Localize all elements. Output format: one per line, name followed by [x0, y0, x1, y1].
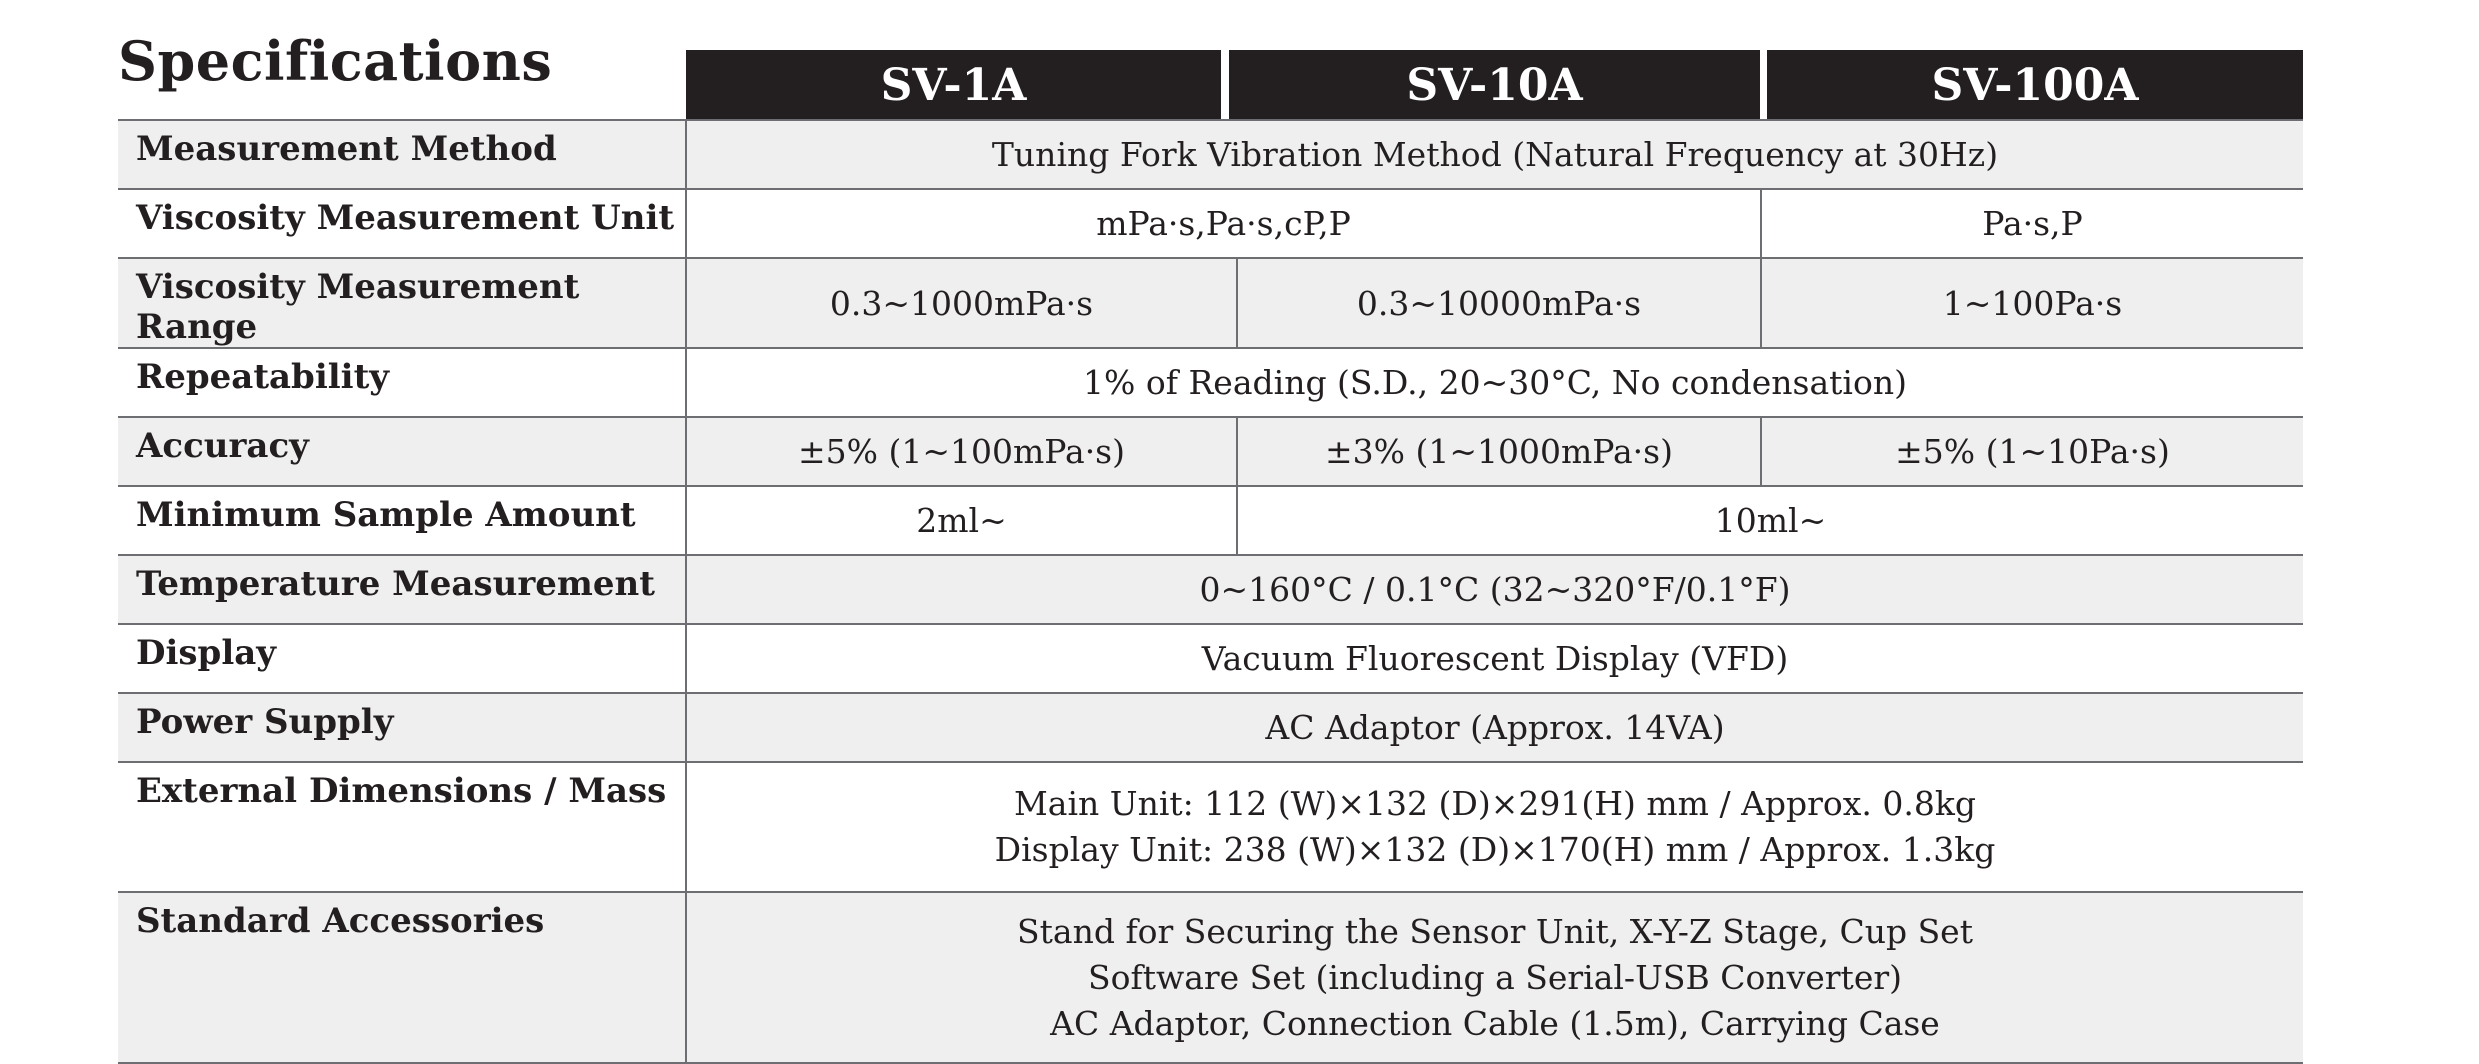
cell-measurement-method: Tuning Fork Vibration Method (Natural Frequency at 30Hz): [686, 120, 2303, 189]
table-row: [118, 762, 2303, 892]
table-row: [118, 486, 2303, 555]
table-row: [118, 417, 2303, 486]
row-label-viscosity-unit: Viscosity Measurement Unit: [118, 189, 686, 258]
table-row: [118, 693, 2303, 762]
row-label-repeatability: Repeatability: [118, 348, 686, 417]
cell-viscosity-range-sv-100a: 1~100Pa·s: [1761, 258, 2303, 348]
row-label-measurement-method: Measurement Method: [118, 120, 686, 189]
row-label-accuracy: Accuracy: [118, 417, 686, 486]
row-label-display: Display: [118, 624, 686, 693]
dimensions-main-unit: Main Unit: 112 (W)×132 (D)×291(H) mm / Approx. 0.8kg: [1014, 784, 1976, 823]
cell-repeatability: 1% of Reading (S.D., 20~30°C, No condensation): [686, 348, 2303, 417]
cell-display: Vacuum Fluorescent Display (VFD): [686, 624, 2303, 693]
row-label-power-supply: Power Supply: [118, 693, 686, 762]
cell-accessories: [686, 892, 2303, 1063]
table-row: [118, 348, 2303, 417]
cell-viscosity-range-sv-10a: 0.3~10000mPa·s: [1237, 258, 1761, 348]
cell-accuracy-sv-1a: ±5% (1~100mPa·s): [686, 417, 1237, 486]
cell-min-sample-sv-1a: 2ml~: [686, 486, 1237, 555]
column-header-sv-10a: SV-10A: [1229, 50, 1760, 120]
table-row: [118, 555, 2303, 624]
column-header-sv-100a: SV-100A: [1767, 50, 2303, 120]
cell-accuracy-sv-100a: ±5% (1~10Pa·s): [1761, 417, 2303, 486]
table-row: [118, 892, 2303, 1063]
accessories-line-3: AC Adaptor, Connection Cable (1.5m), Carrying Case: [1050, 1003, 1940, 1043]
cell-viscosity-unit-sv-100a: Pa·s,P: [1761, 189, 2303, 258]
accessories-line-2: Software Set (including a Serial-USB Converter): [1088, 957, 1902, 997]
cell-temperature: 0~160°C / 0.1°C (32~320°F/0.1°F): [686, 555, 2303, 624]
page-title: Specifications: [118, 29, 553, 93]
cell-dimensions: [686, 762, 2303, 892]
row-label-temperature: Temperature Measurement: [118, 555, 686, 624]
row-label-accessories: Standard Accessories: [118, 892, 686, 1063]
cell-viscosity-range-sv-1a: 0.3~1000mPa·s: [686, 258, 1237, 348]
row-label-min-sample: Minimum Sample Amount: [118, 486, 686, 555]
row-label-dimensions: External Dimensions / Mass: [118, 762, 686, 892]
cell-viscosity-unit-sv-1a-10a: mPa·s,Pa·s,cP,P: [686, 189, 1761, 258]
specifications-table: [118, 119, 2303, 1064]
cell-power-supply: AC Adaptor (Approx. 14VA): [686, 693, 2303, 762]
dimensions-display-unit: Display Unit: 238 (W)×132 (D)×170(H) mm / Approx. 1.3kg: [994, 830, 1996, 869]
table-row: [118, 258, 2303, 348]
table-row: [118, 624, 2303, 693]
cell-accuracy-sv-10a: ±3% (1~1000mPa·s): [1237, 417, 1761, 486]
column-header-sv-1a: SV-1A: [686, 50, 1221, 120]
cell-min-sample-sv-10a-100a: 10ml~: [1237, 486, 2303, 555]
table-row: [118, 189, 2303, 258]
accessories-line-1: Stand for Securing the Sensor Unit, X-Y-Z Stage, Cup Set: [1017, 911, 1973, 951]
row-label-viscosity-range: Viscosity Measurement Range: [118, 258, 686, 348]
table-row: [118, 120, 2303, 189]
